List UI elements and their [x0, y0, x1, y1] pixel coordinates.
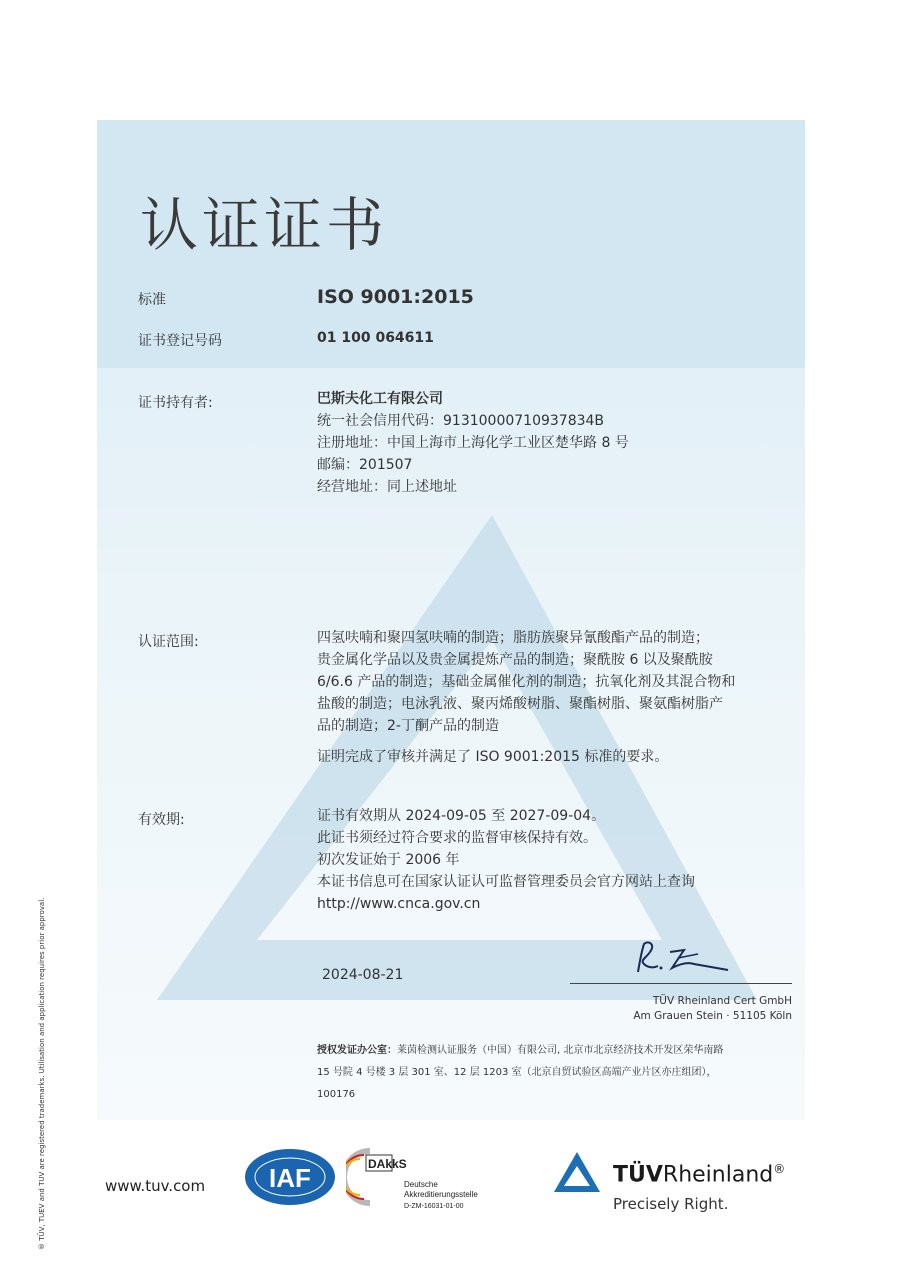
- cnca-link[interactable]: http://www.cnca.gov.cn: [317, 896, 481, 912]
- standard-label: 标准: [138, 292, 166, 308]
- standard-value: ISO 9001:2015: [317, 286, 474, 308]
- reg-no-label: 证书登记号码: [138, 333, 222, 349]
- trademark-note: ® TÜV, TUEV and TUV are registered trademarks. Utilisation and application requires prior approval.: [38, 897, 46, 1250]
- scope-label: 认证范围:: [138, 634, 199, 650]
- office-line: 莱茵检测认证服务（中国）有限公司, 北京市北京经济技术开发区荣华南路: [397, 1045, 724, 1056]
- iaf-text: IAF: [269, 1163, 311, 1193]
- validity-line: 本证书信息可在国家认证认可监督管理委员会官方网站上查询: [317, 874, 695, 890]
- scope-line: 6/6.6 产品的制造；基础金属催化剂的制造；抗氧化剂及其混合物和: [317, 674, 736, 690]
- scope-line: 四氢呋喃和聚四氢呋喃的制造；脂肪族聚异氰酸酯产品的制造；: [317, 630, 709, 646]
- validity-label: 有效期:: [138, 812, 185, 828]
- scope-line: 品的制造；2-丁酮产品的制造: [317, 718, 499, 734]
- validity-block: [317, 805, 695, 915]
- dakks-sub1: Deutsche: [404, 1180, 438, 1189]
- holder-postcode: 邮编：201507: [317, 457, 413, 473]
- office-label: 授权发证办公室：: [317, 1045, 397, 1056]
- holder-credit-code: 统一社会信用代码：91310000710937834B: [317, 413, 605, 429]
- scope-statement: 证明完成了审核并满足了 ISO 9001:2015 标准的要求。: [317, 749, 669, 765]
- office-line: 100176: [317, 1089, 356, 1100]
- scope-line: 贵金属化学品以及贵金属提炼产品的制造；聚酰胺 6 以及聚酰胺: [317, 652, 713, 668]
- signature-icon: [628, 938, 738, 982]
- tuv-slogan: Precisely Right.: [613, 1195, 729, 1213]
- issuer-name: TÜV Rheinland Cert GmbH: [652, 995, 792, 1007]
- office-line: 15 号院 4 号楼 3 层 301 室、12 层 1203 室（北京自贸试验区高端产业片区亦庄组团），: [317, 1067, 717, 1078]
- validity-line: 初次发证始于 2006 年: [317, 852, 460, 868]
- scope-line: 盐酸的制造；电泳乳液、聚丙烯酸树脂、聚酯树脂、聚氨酯树脂产: [317, 696, 723, 712]
- tuv-triangle-logo: [552, 1150, 602, 1196]
- holder-block: [317, 388, 629, 498]
- validity-line: 此证书须经过符合要求的监督审核保持有效。: [317, 830, 597, 846]
- website-link[interactable]: www.tuv.com: [105, 1177, 206, 1195]
- certificate-title: 认证证书: [140, 191, 389, 259]
- issue-date: 2024-08-21: [322, 967, 404, 983]
- reg-no-value: 01 100 064611: [317, 330, 434, 346]
- office-block: [317, 1040, 787, 1106]
- tuv-brand-rest: Rheinland: [662, 1162, 774, 1188]
- iaf-logo: [244, 1148, 336, 1206]
- dakks-sub2: Akkreditierungsstelle: [404, 1190, 478, 1199]
- issuer-address: Am Grauen Stein · 51105 Köln: [633, 1010, 792, 1022]
- holder-reg-address: 注册地址：中国上海市上海化学工业区楚华路 8 号: [317, 435, 629, 451]
- signature-line: [570, 983, 792, 984]
- holder-label: 证书持有者:: [138, 395, 213, 411]
- holder-name: 巴斯夫化工有限公司: [317, 391, 443, 407]
- validity-line: 证书有效期从 2024-09-05 至 2027-09-04。: [317, 808, 606, 824]
- dakks-name: DAkkS: [368, 1157, 407, 1171]
- tuv-reg: ®: [773, 1162, 786, 1176]
- scope-block: [317, 627, 779, 737]
- holder-op-address: 经营地址：同上述地址: [317, 479, 457, 495]
- dakks-logo: [346, 1145, 496, 1217]
- dakks-code: D-ZM-16031-01-00: [404, 1203, 464, 1210]
- tuv-brand: [613, 1162, 785, 1187]
- tuv-brand-bold: TÜV: [613, 1162, 663, 1188]
